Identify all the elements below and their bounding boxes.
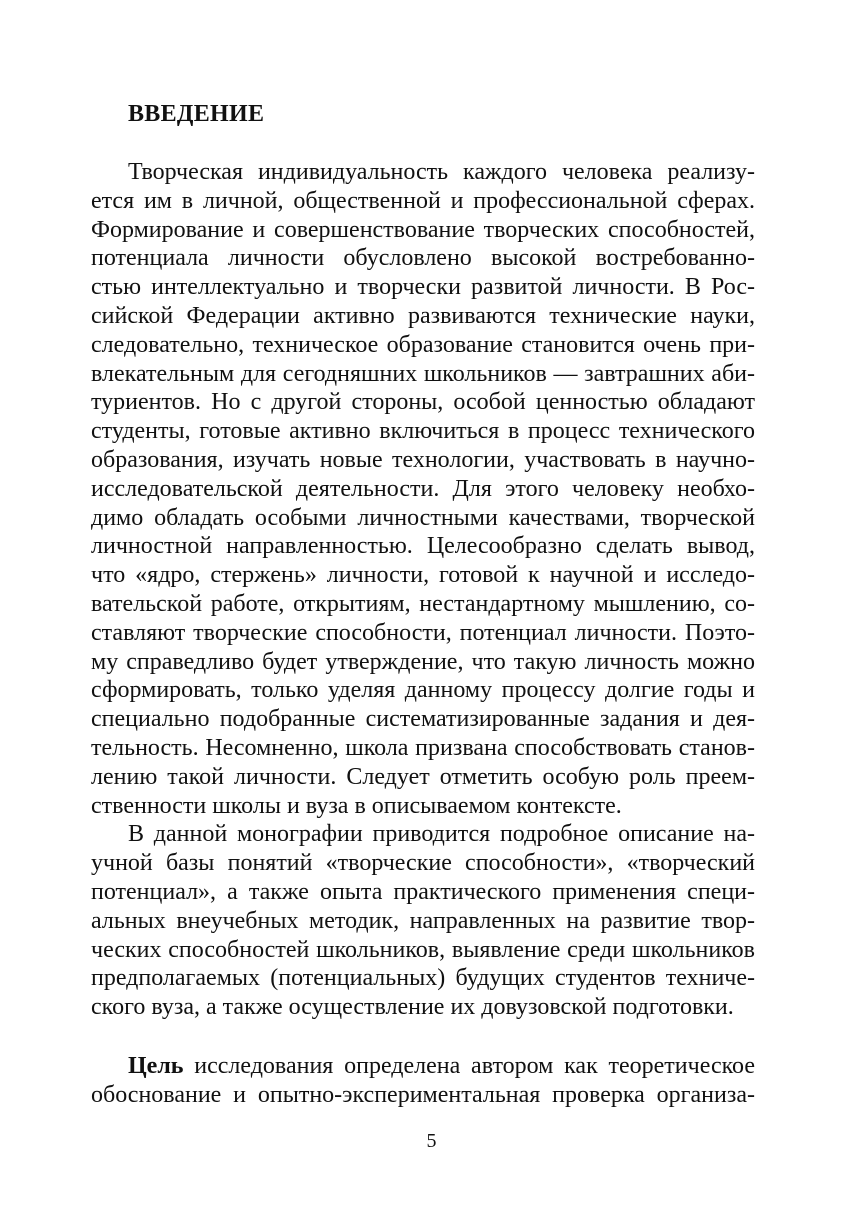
text-line: исследовательской деятельности. Для этого человеку необхо- — [91, 475, 755, 502]
text-line: стью интеллектуально и творчески развитой личности. В Рос- — [91, 274, 755, 301]
text-line: влекательным для сегодняшних школьников — завтрашних аби- — [91, 360, 755, 387]
text-line: Творческая индивидуальность каждого человека реализу- — [128, 159, 755, 185]
text-line: вательской работе, открытиям, нестандартному мышлению, со- — [91, 590, 755, 617]
text-line: следовательно, техническое образование становится очень при- — [91, 331, 755, 358]
text-line: сийской Федерации активно развиваются технические науки, — [91, 302, 755, 329]
text-line: В данной монографии приводится подробное описание на- — [128, 821, 755, 848]
text-line: ского вуза, а также осуществление их довузовской подготовки. — [91, 994, 734, 1021]
page-number: 5 — [426, 1130, 437, 1152]
text-line: потенциал», а также опыта практического применения специ- — [91, 878, 755, 905]
text-line: Формирование и совершенствование творческих способностей, — [91, 216, 755, 243]
text-line: тельность. Несомненно, школа призвана способствовать станов- — [91, 734, 755, 761]
paragraph-introduction — [91, 158, 755, 1022]
text-line: ставляют творческие способности, потенциал личности. Поэто- — [91, 619, 755, 646]
paragraph-research-goal — [91, 1052, 755, 1110]
text-line: учной базы понятий «творческие способности», «творческий — [91, 850, 755, 877]
text-line: предполагаемых (потенциальных) будущих студентов техниче- — [91, 965, 755, 992]
text-line: специально подобранные систематизированные задания и дея- — [91, 706, 755, 733]
text-line: лению такой личности. Следует отметить особую роль преем- — [91, 763, 755, 790]
text-line: ческих способностей школьников, выявление среди школьников — [91, 936, 755, 963]
text-line: туриентов. Но с другой стороны, особой ценностью обладают — [91, 389, 755, 416]
text-line: образования, изучать новые технологии, участвовать в научно- — [91, 446, 755, 473]
text-line: ется им в личной, общественной и профессиональной сферах. — [91, 187, 755, 214]
text-line — [91, 1052, 755, 1081]
text-line: обоснование и опытно-экспериментальная проверка организа- — [91, 1081, 755, 1108]
text-line: альных внеучебных методик, направленных на развитие твор- — [91, 907, 755, 934]
goal-bold-lead: Цель — [128, 1053, 184, 1079]
text-line: потенциала личности обусловлено высокой востребованно- — [91, 245, 755, 272]
text-line: личностной направленностью. Целесообразно сделать вывод, — [91, 533, 755, 560]
text-line: что «ядро, стержень» личности, готовой к научной и исследо- — [91, 562, 755, 589]
section-heading: ВВЕДЕНИЕ — [128, 101, 265, 127]
text-line: ственности школы и вуза в описываемом контексте. — [91, 792, 622, 819]
text-line: студенты, готовые активно включиться в процесс технического — [91, 418, 755, 445]
text-line: сформировать, только уделяя данному процессу долгие годы и — [91, 677, 755, 704]
text-line: димо обладать особыми личностными качествами, творческой — [91, 504, 755, 531]
text-line: му справедливо будет утверждение, что такую личность можно — [91, 648, 755, 675]
goal-line-rest: исследования определена автором как теоретическое — [183, 1053, 755, 1079]
